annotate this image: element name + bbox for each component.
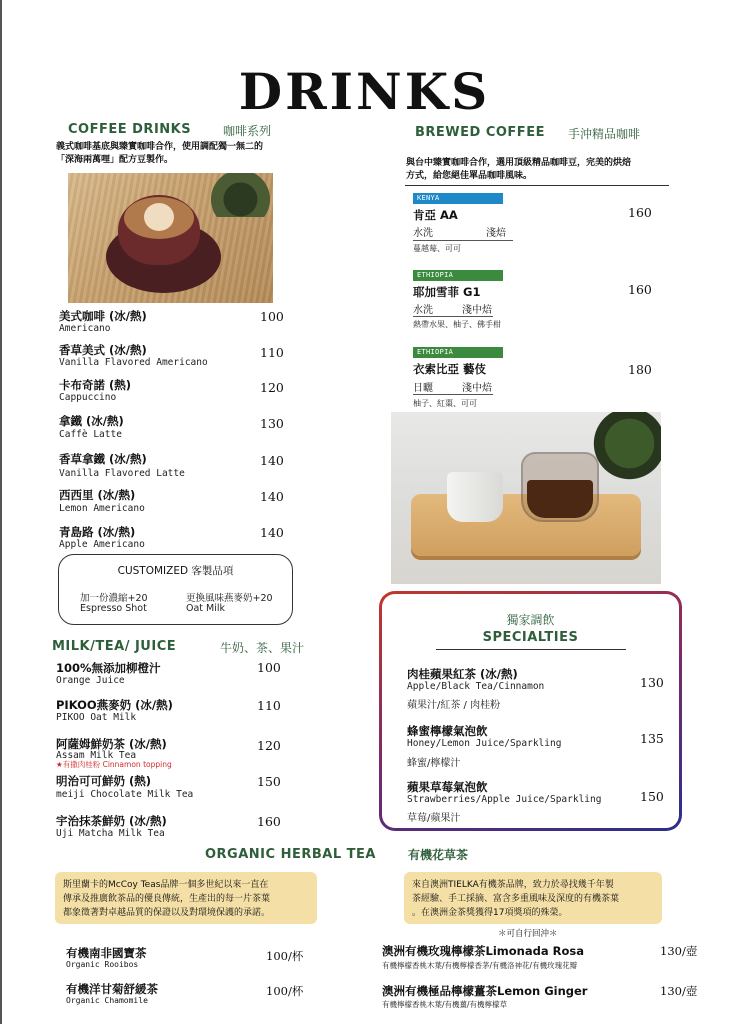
brew-item-price: 180 <box>628 362 652 377</box>
menu-item-price: 130 <box>260 416 284 431</box>
menu-item-name: 美式咖啡 (冰/熱) <box>59 309 147 323</box>
menu-item-english: Lemon Americano <box>59 503 145 514</box>
menu-item-name: 蘋果草莓氣泡飲 <box>407 780 488 794</box>
coffee-description-line2: 「深海兩萬哩」配方豆製作。 <box>56 155 174 165</box>
menu-item-name: 100%無添加柳橙汁 <box>56 661 161 675</box>
menu-item-price: 130 <box>640 675 664 690</box>
specialties-heading-en: SPECIALTIES <box>482 630 579 645</box>
menu-item-english: Apple/Black Tea/Cinnamon <box>407 681 545 692</box>
brew-item-price: 160 <box>628 282 652 297</box>
mccoy-description-box <box>55 872 317 924</box>
customized-option-oatmilk-en: Oat Milk <box>186 603 226 614</box>
origin-tag: KENYA <box>413 193 503 204</box>
customized-option-espresso-en: Espresso Shot <box>80 603 147 614</box>
mccoy-description-line: 都象徵著對卓越品質的保證以及對環境保護的承諾。 <box>63 908 271 918</box>
menu-item-price: 150 <box>257 774 281 789</box>
menu-item-name: PIKOO燕麥奶 (冰/熱) <box>56 698 173 712</box>
menu-item-name: 明治可可鮮奶 (熱) <box>56 774 152 788</box>
page-left-border <box>0 0 2 1024</box>
herbal-item-name: 有機南非國寶茶 <box>66 946 147 960</box>
tielka-description-line: 來自澳洲TIELKA有機茶品牌，致力於尋找幾千年製 <box>412 880 614 890</box>
menu-item-price: 120 <box>257 738 281 753</box>
tielka-description-line: 。在澳洲金茶獎獲得17項獎項的殊榮。 <box>412 908 568 918</box>
menu-item-price: 135 <box>640 731 664 746</box>
menu-item-english: Americano <box>59 323 111 334</box>
menu-item-name: 卡布奇諾 (熱) <box>59 378 132 392</box>
menu-item-ingredients: 草莓/蘋果汁 <box>407 813 461 824</box>
menu-item-ingredients: 蘋果汁/紅茶 / 肉桂粉 <box>407 700 501 711</box>
brewed-divider <box>405 185 669 186</box>
tielka-description-box <box>404 872 662 924</box>
milk-heading-zh: 牛奶、茶、果汁 <box>220 641 305 655</box>
mccoy-description-line: 斯里蘭卡的McCoy Teas品牌一個多世紀以來一直在 <box>63 880 269 890</box>
brew-process: 水洗 <box>413 305 433 316</box>
menu-item-english: Apple Americano <box>59 539 145 550</box>
menu-item-price: 110 <box>257 698 281 713</box>
pour-over-photo <box>391 412 661 584</box>
menu-item-price: 140 <box>260 453 284 468</box>
brewed-heading-en: BREWED COFFEE <box>415 125 545 140</box>
origin-tag: ETHIOPIA <box>413 270 503 281</box>
brew-item-price: 160 <box>628 205 652 220</box>
menu-item-name: 宇治抹茶鮮奶 (冰/熱) <box>56 814 167 828</box>
brew-flavor-notes: 蔓越莓、可可 <box>413 244 461 253</box>
brew-underline <box>413 316 493 317</box>
milk-heading-en: MILK/TEA/ JUICE <box>52 639 177 654</box>
herbal-item-english: Organic Rooibos <box>66 960 139 969</box>
menu-item-ingredients: 蜂蜜/檸檬汁 <box>407 758 461 769</box>
menu-item-english: Caffè Latte <box>59 429 122 440</box>
herbal-item-price: 130/壺 <box>660 984 698 998</box>
menu-item-english: Strawberries/Apple Juice/Sparkling <box>407 794 602 805</box>
brewed-description-line2: 方式，給您絕佳單品咖啡風味。 <box>406 171 533 181</box>
menu-item-english: Honey/Lemon Juice/Sparkling <box>407 738 562 749</box>
brew-process: 水洗 <box>413 228 433 239</box>
brew-underline <box>413 394 493 395</box>
coffee-heading-zh: 咖啡系列 <box>223 124 272 138</box>
menu-item-name: 青島路 (冰/熱) <box>59 525 136 539</box>
menu-item-price: 160 <box>257 814 281 829</box>
herbal-item-name: 有機洋甘菊舒緩茶 <box>66 982 158 996</box>
latte-photo <box>68 173 273 303</box>
menu-item-price: 100 <box>260 309 284 324</box>
herbal-item-name: 澳洲有機玫瑰檸檬茶Limonada Rosa <box>382 944 584 958</box>
specialties-heading-zh: 獨家調飲 <box>506 613 555 627</box>
customized-title: CUSTOMIZED 客製品項 <box>117 565 234 577</box>
menu-item-english: Orange Juice <box>56 675 125 686</box>
menu-item-english: PIKOO Oat Milk <box>56 712 137 723</box>
menu-item-english: meiji Chocolate Milk Tea <box>56 789 194 800</box>
menu-item-english: Vanilla Flavored Latte <box>59 468 185 479</box>
customized-option-espresso: 加一份濃縮+20 <box>80 593 148 604</box>
brew-roast: 淺中焙 <box>462 305 492 316</box>
menu-item-english: Uji Matcha Milk Tea <box>56 828 165 839</box>
menu-item-name: 蜂蜜檸檬氣泡飲 <box>407 724 488 738</box>
herbal-item-name: 澳洲有機極品檸檬薑茶Lemon Ginger <box>382 984 588 998</box>
brew-underline <box>413 240 513 241</box>
herbal-heading-en: ORGANIC HERBAL TEA <box>205 847 376 862</box>
brew-item-name: 肯亞 AA <box>413 208 458 222</box>
coffee-description-line1: 義式咖啡基底與臻實咖啡合作，使用調配獨一無二的 <box>56 142 264 152</box>
mccoy-description-line: 傳承及推廣飲茶品的優良傳統，生產出的每一片茶葉 <box>63 894 271 904</box>
refill-note: ＊可自行回沖＊ <box>498 929 558 939</box>
origin-tag: ETHIOPIA <box>413 347 503 358</box>
menu-item-name: 拿鐵 (冰/熱) <box>59 414 124 428</box>
brew-flavor-notes: 柚子、紅棗、可可 <box>413 399 477 408</box>
menu-item-name: 香草拿鐵 (冰/熱) <box>59 452 147 466</box>
menu-item-price: 120 <box>260 380 284 395</box>
menu-item-price: 100 <box>257 660 281 675</box>
herbal-item-price: 100/杯 <box>266 949 304 963</box>
brew-process: 日曬 <box>413 383 433 394</box>
brewed-description-line1: 與台中臻實咖啡合作，選用頂級精品咖啡豆，完美的烘焙 <box>406 158 632 168</box>
herbal-item-ingredients: 有機檸檬香桃木葉/有機薑/有機檸檬草 <box>382 1000 508 1009</box>
brewed-heading-zh: 手沖精品咖啡 <box>568 127 641 141</box>
customized-option-oatmilk: 更換風味燕麥奶+20 <box>186 593 273 604</box>
herbal-item-ingredients: 有機檸檬香桃木葉/有機檸檬香茅/有機洛神花/有機玫瑰花瓣 <box>382 961 578 970</box>
menu-item-english: Cappuccino <box>59 392 117 403</box>
menu-item-name: 香草美式 (冰/熱) <box>59 343 147 357</box>
page-title: DRINKS <box>238 62 491 121</box>
brew-item-name: 衣索比亞 藝伎 <box>413 362 487 376</box>
coffee-heading-en: COFFEE DRINKS <box>68 122 192 137</box>
herbal-item-english: Organic Chamomile <box>66 996 148 1005</box>
menu-item-price: 150 <box>640 789 664 804</box>
specialties-divider <box>436 649 626 650</box>
brew-roast: 淺中焙 <box>462 383 492 394</box>
tielka-description-line: 茶經驗、手工採摘、富含多重風味及深度的有機茶葉 <box>412 894 620 904</box>
cinnamon-topping-note: ★有撒肉桂粉 Cinnamon topping <box>56 760 172 769</box>
herbal-item-price: 100/杯 <box>266 984 304 998</box>
menu-item-price: 140 <box>260 489 284 504</box>
menu-item-price: 110 <box>260 345 284 360</box>
menu-item-name: 西西里 (冰/熱) <box>59 488 136 502</box>
brew-item-name: 耶加雪菲 G1 <box>413 285 481 299</box>
menu-item-price: 140 <box>260 525 284 540</box>
herbal-item-price: 130/壺 <box>660 944 698 958</box>
menu-item-name: 阿薩姆鮮奶茶 (冰/熱) <box>56 737 167 751</box>
menu-item-english: Vanilla Flavored Americano <box>59 357 208 368</box>
brew-flavor-notes: 熱帶水果、柚子、佛手柑 <box>413 320 501 329</box>
brew-roast: 淺焙 <box>486 228 506 239</box>
herbal-heading-zh: 有機花草茶 <box>408 848 469 862</box>
menu-item-name: 肉桂蘋果紅茶 (冰/熱) <box>407 667 518 681</box>
menu-item-english: Assam Milk Tea <box>56 750 137 761</box>
